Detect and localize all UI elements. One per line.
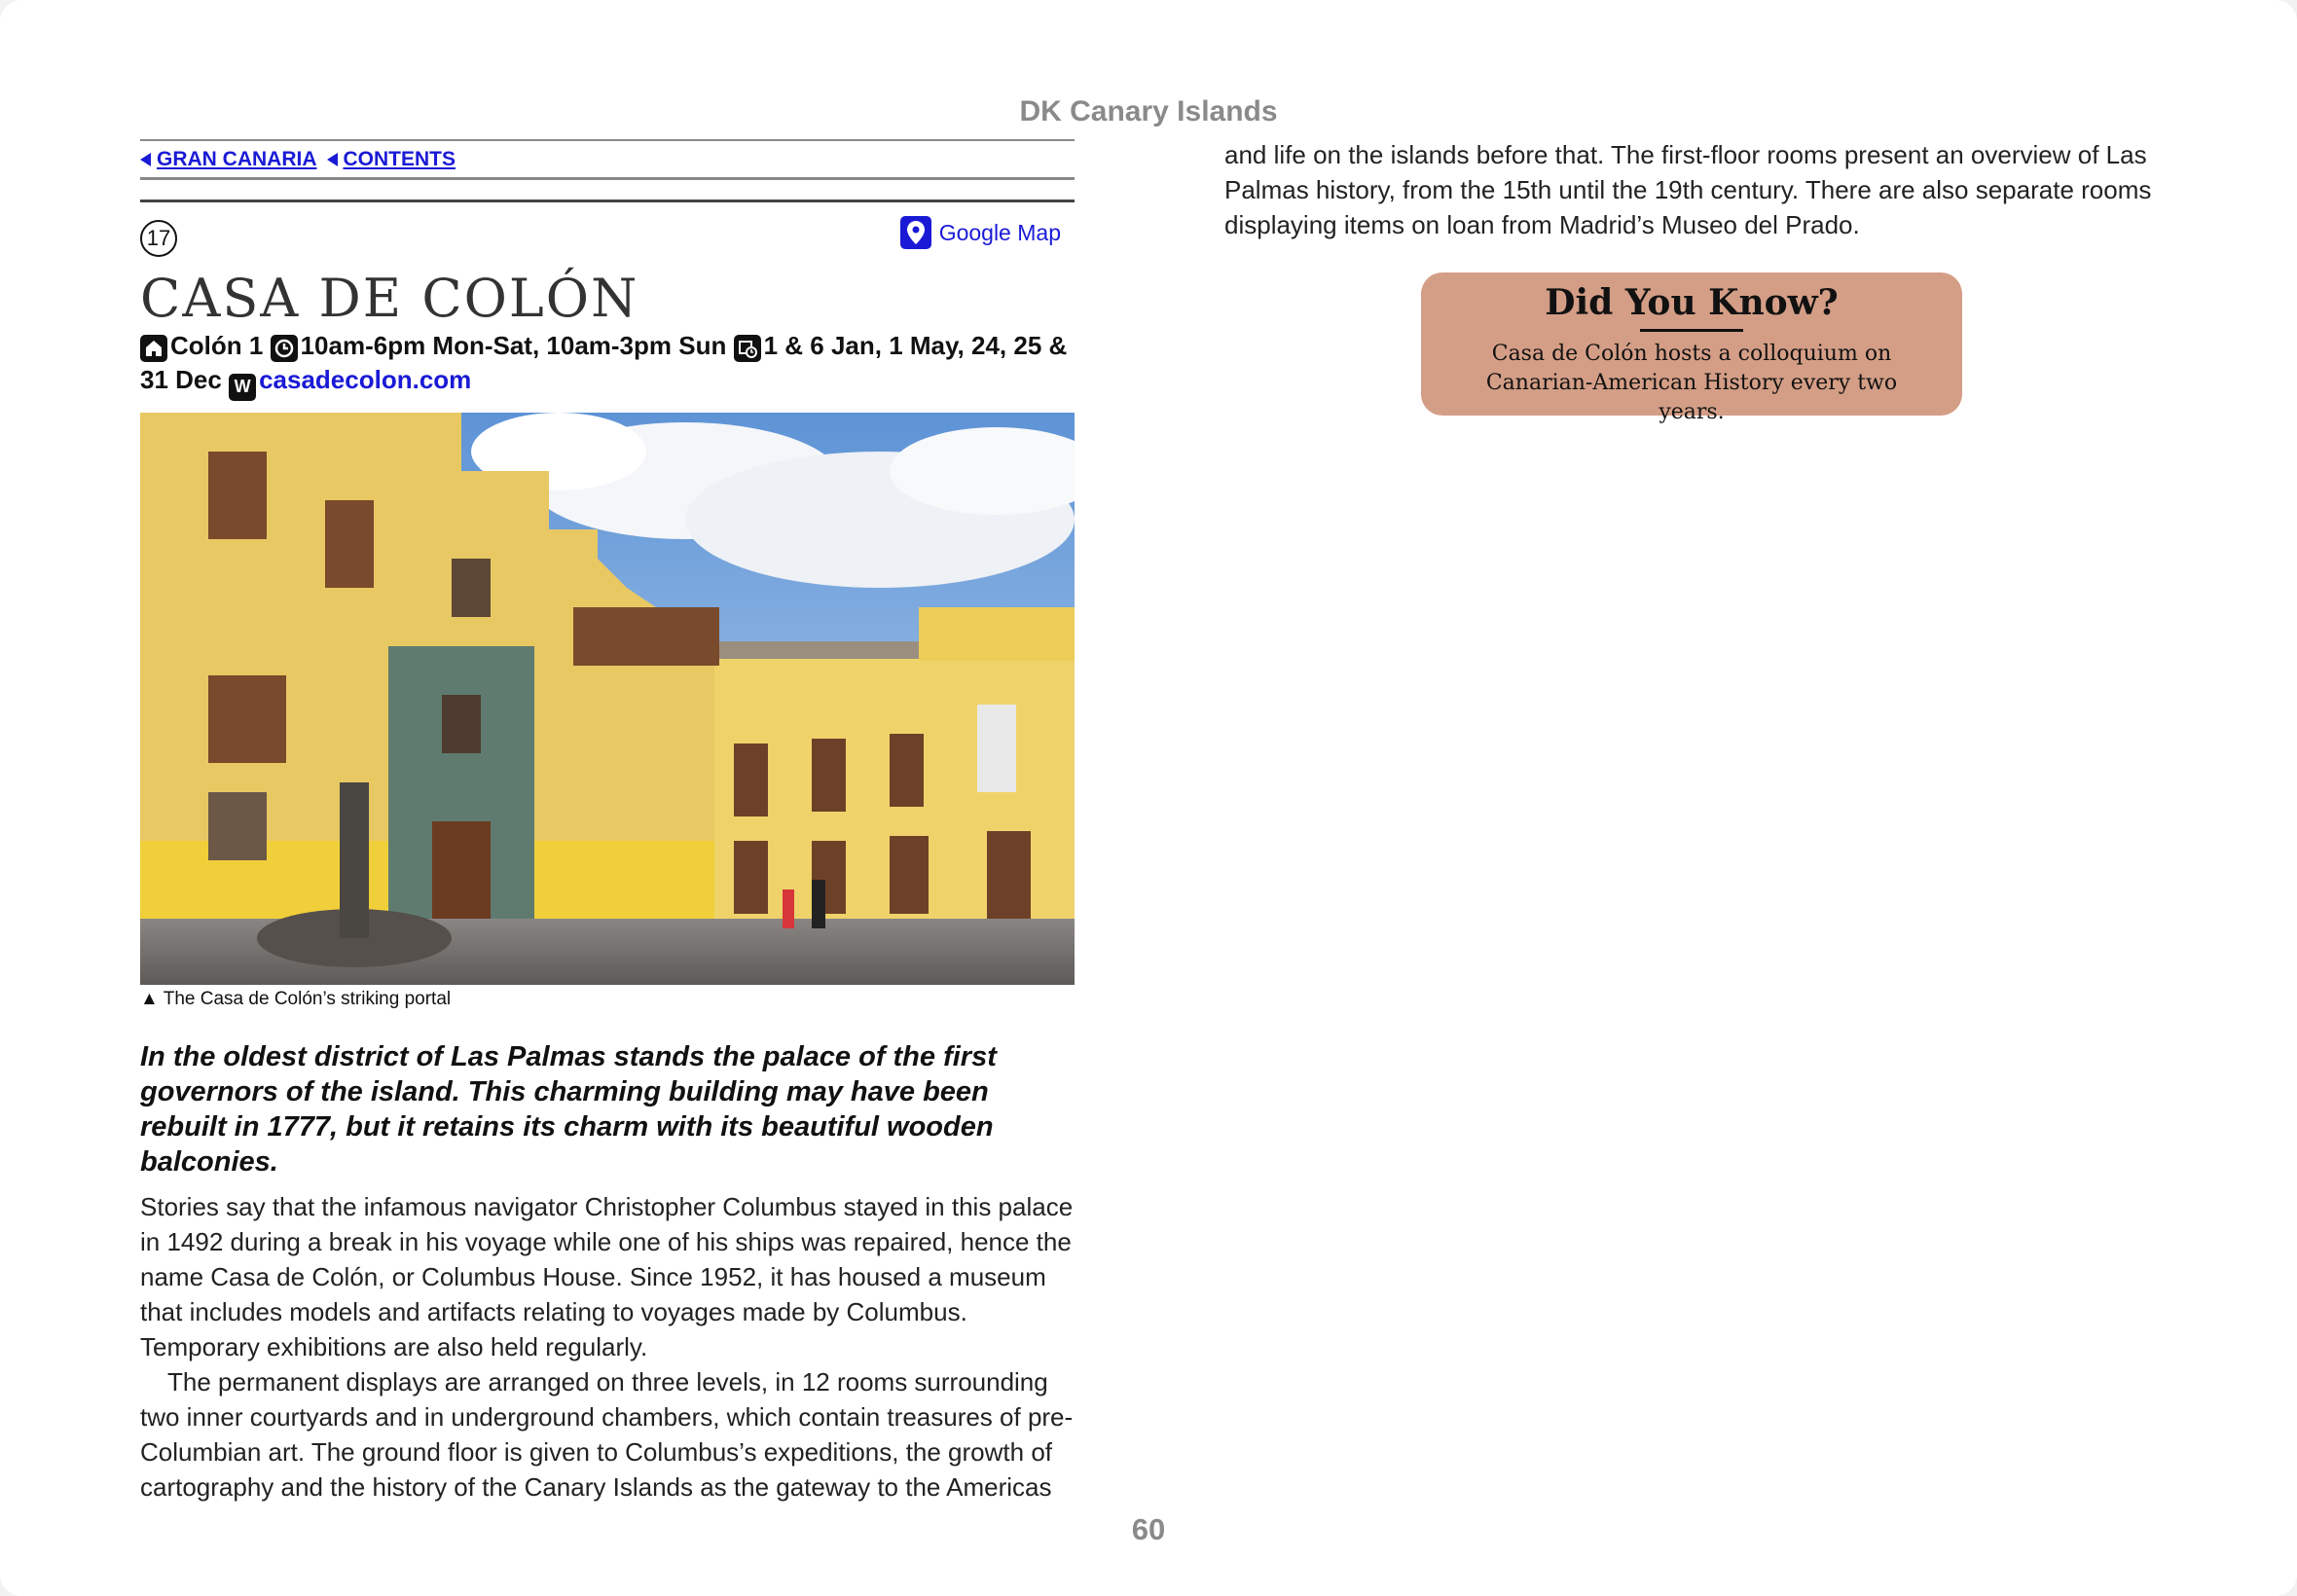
address: Colón 1 (170, 331, 264, 360)
did-you-know-box (1421, 272, 1962, 424)
breadcrumb (140, 139, 1075, 180)
entry-body (140, 1189, 1075, 1505)
gran-canaria-link[interactable]: GRAN CANARIA (140, 148, 317, 171)
triangle-left-icon (140, 153, 151, 166)
house-icon (140, 335, 167, 362)
did-you-know-title: Did You Know? (1545, 282, 1839, 323)
closed-dates: 1 & 6 Jan, 1 May, 24, 25 & 31 Dec (140, 331, 1068, 394)
entry-title: CASA DE COLÓN (140, 268, 639, 329)
divider (1640, 329, 1743, 332)
entry-info (140, 329, 1075, 401)
website-link[interactable]: casadecolon.com (259, 365, 472, 394)
did-you-know-text: Casa de Colón hosts a colloquium on Canarian-American History every two years. (1485, 342, 1898, 424)
web-icon: W (229, 374, 256, 401)
contents-link[interactable]: CONTENTS (327, 148, 456, 171)
left-column (140, 139, 1075, 1505)
entry-header (140, 202, 1075, 267)
google-map-link[interactable]: Google Map (900, 216, 1061, 249)
entry-intro: In the oldest district of Las Palmas stands the palace of the first governors of the island. This charming building may have been rebuilt in 1777, but it retains its charm with its beautiful wooden balconies. (140, 1040, 997, 1178)
casa-de-colon-photo (140, 413, 1075, 985)
body-paragraph: The permanent displays are arranged on three levels, in 12 rooms surrounding two inner courtyards and in underground chambers, which contain treasures of pre-Columbian art. The ground floor is given to Columbus’s expeditions, the growth of cartography and the history of the Canary Islands as the gateway to the Americas (140, 1366, 1074, 1502)
body-paragraph: Stories say that the infamous navigator Christopher Columbus stayed in this palace in 1492 during a break in his voyage while one of his ships was repaired, hence the name Casa de Colón, or Columbus House. Since 1952, it has housed a museum that includes models and artifacts relating to voyages made by Columbus. Temporary exhibitions are also held regularly. (140, 1191, 1074, 1361)
page-number: 60 (1131, 1512, 1166, 1546)
triangle-up-icon: ▲ (140, 988, 159, 1009)
calendar-clock-icon (734, 335, 761, 362)
right-column (1224, 137, 2159, 242)
book-title: DK Canary Islands (1019, 95, 1278, 127)
opening-hours: 10am-6pm Mon-Sat, 10am-3pm Sun (300, 331, 727, 360)
photo-caption: ▲ The Casa de Colón’s striking portal (140, 988, 452, 1009)
entry-number: 17 (140, 220, 177, 257)
clock-icon (271, 335, 298, 362)
body-paragraph-continued: and life on the islands before that. The first-floor rooms present an overview of Las Palmas history, from the 15th until the 19th century. There are also separate rooms displaying items on loan from Madrid’s Museo del Prado. (1224, 140, 2152, 239)
triangle-left-icon (327, 153, 338, 166)
map-pin-icon (900, 216, 931, 249)
